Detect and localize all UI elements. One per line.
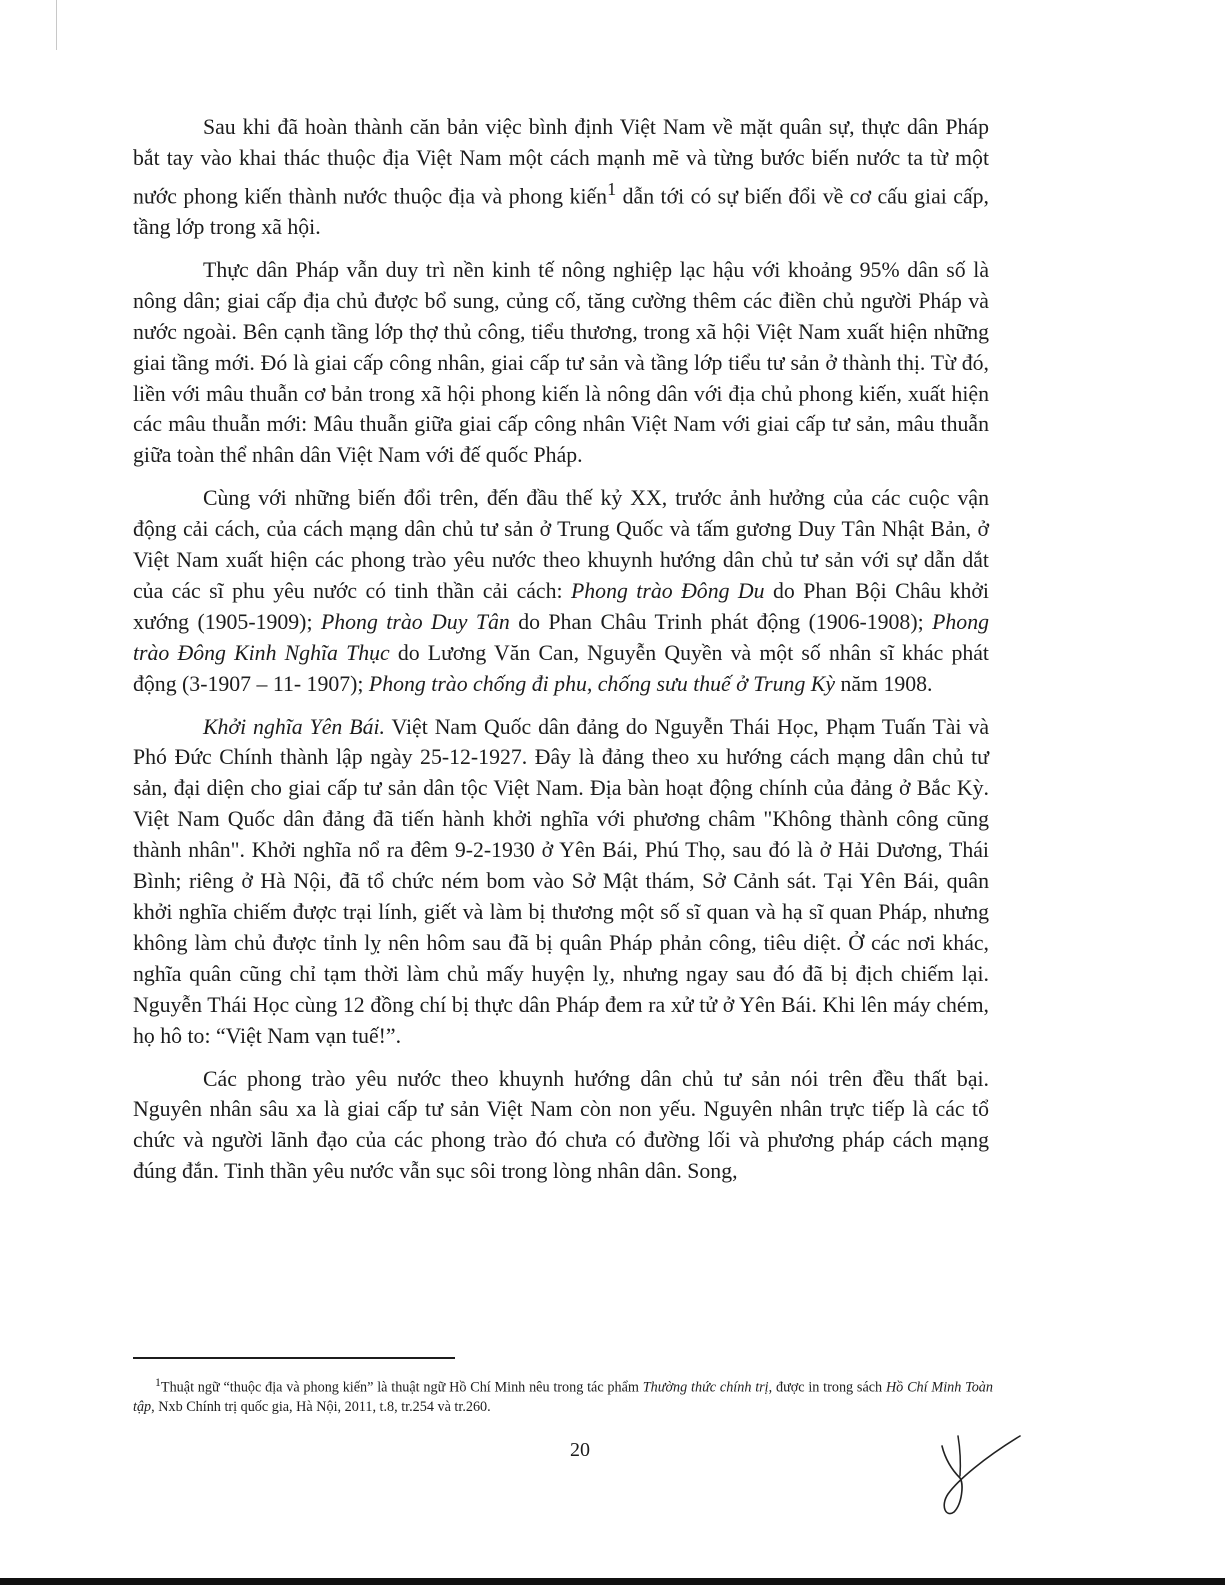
footnote-ref: 1 [155,1375,161,1389]
text-run: do Phan Bội Châu khởi xướng (1905-1909); [133,578,989,634]
paragraph [133,712,989,1052]
paragraph [133,483,989,699]
text-run: Sau khi đã hoàn thành căn bản việc bình định Việt Nam về mặt quân sự, thực dân Pháp bắt tay vào khai thác thuộc địa Việt Nam một cách mạnh mẽ và từng bước biến nước ta từ một nước phong kiến thành nước thuộc địa và phong kiến [133,115,989,209]
body-text [133,112,989,1199]
text-run: , được in trong sách [768,1379,886,1396]
italic-text: Phong trào Duy Tân [320,609,510,634]
page-number: 20 [570,1439,590,1461]
text-run: Thuật ngữ “thuộc địa và phong kiến” là thuật ngữ Hồ Chí Minh nêu trong tác phẩm [160,1379,643,1396]
footnote-separator [133,1357,455,1359]
scan-margin-line [56,0,57,50]
signature-mark [928,1432,1024,1522]
text-run: Thực dân Pháp vẫn duy trì nền kinh tế nông nghiệp lạc hậu với khoảng 95% dân số là nông dân; giai cấp địa chủ được bổ sung, củng cố, tăng cường thêm các điền chủ người Pháp và nước ngoài. Bên cạnh tầng lớp thợ thủ công, tiểu thương, trong xã hội Việt Nam xuất hiện những giai tầng mới. Đó là giai cấp công nhân, giai cấp tư sản và tầng lớp tiểu tư sản ở thành thị. Từ đó, liền với mâu thuẫn cơ bản trong xã hội phong kiến là nông dân với địa chủ phong kiến, xuất hiện các mâu thuẫn mới: Mâu thuẫn giữa giai cấp công nhân Việt Nam với giai cấp tư sản, mâu thuẫn giữa toàn thể nhân dân Việt Nam với đế quốc Pháp. [133,257,989,468]
text-run: do Lương Văn Can, Nguyễn Quyền và một số nhân sĩ khác phát động (3-1907 – 11- 1907); [133,640,989,696]
italic-text: Phong trào chống đi phu, chống sưu thuế ở Trung Kỳ [368,671,836,696]
italic-text: Phong trào Đông Kinh Nghĩa Thục [133,609,990,665]
footnote-ref: 1 [607,178,617,199]
text-run: Việt Nam Quốc dân đảng do Nguyễn Thái Học, Phạm Tuấn Tài và Phó Đức Chính thành lập ngày 25-12-1927. Đây là đảng theo xu hướng cách mạng dân chủ tư sản, đại diện cho giai cấp tư sản dân tộc Việt Nam. Địa bàn hoạt động chính của đảng ở Bắc Kỳ. Việt Nam Quốc dân đảng đã tiến hành khởi nghĩa với phương châm "Không thành công cũng thành nhân". Khởi nghĩa nổ ra đêm 9-2-1930 ở Yên Bái, Phú Thọ, sau đó là ở Hải Dương, Thái Bình; riêng ở Hà Nội, đã tổ chức ném bom vào Sở Mật thám, Sở Cảnh sát. Tại Yên Bái, quân khởi nghĩa chiếm được trại lính, giết và làm bị thương một số sĩ quan và hạ sĩ quan Pháp, nhưng không làm chủ được tỉnh lỵ nên hôm sau đã bị quân Pháp phản công, tiêu diệt. Ở các nơi khác, nghĩa quân cũng chỉ tạm thời làm chủ mấy huyện lỵ, nhưng ngay sau đó đã bị địch chiếm lại. Nguyễn Thái Học cùng 12 đồng chí bị thực dân Pháp đem ra xử tử ở Yên Bái. Khi lên máy chém, họ hô to: “Việt Nam vạn tuế!”. [133,714,989,1048]
paragraph [133,1064,989,1188]
italic-text: Hồ Chí Minh Toàn tập [133,1379,993,1415]
text-run: , Nxb Chính trị quốc gia, Hà Nội, 2011, t.8, tr.254 và tr.260. [151,1398,491,1415]
text-run: năm 1908. [835,671,933,696]
paragraph [133,255,989,471]
italic-text: Thường thức chính trị [642,1379,769,1396]
paragraph [133,112,989,243]
footnote [133,1373,993,1417]
text-run: Cùng với những biến đổi trên, đến đầu thế kỷ XX, trước ảnh hưởng của các cuộc vận động cải cách, của cách mạng dân chủ tư sản ở Trung Quốc và tấm gương Duy Tân Nhật Bản, ở Việt Nam xuất hiện các phong trào yêu nước theo khuynh hướng dân chủ tư sản với sự dẫn dắt của các sĩ phu yêu nước có tinh thần cải cách: [133,486,989,603]
italic-text: Phong trào Đông Du [570,578,765,603]
text-run: do Phan Châu Trinh phát động (1906-1908); [509,609,933,634]
scan-bottom-edge [0,1578,1225,1585]
italic-text: Khởi nghĩa Yên Bái. [203,714,385,739]
text-run: Các phong trào yêu nước theo khuynh hướng dân chủ tư sản nói trên đều thất bại. Nguyên nhân sâu xa là giai cấp tư sản Việt Nam còn non yếu. Nguyên nhân trực tiếp là các tổ chức và người lãnh đạo của các phong trào đó chưa có đường lối và phương pháp cách mạng đúng đắn. Tinh thần yêu nước vẫn sục sôi trong lòng nhân dân. Song, [133,1066,989,1184]
text-run: dẫn tới có sự biến đổi về cơ cấu giai cấp, tầng lớp trong xã hội. [133,184,989,239]
